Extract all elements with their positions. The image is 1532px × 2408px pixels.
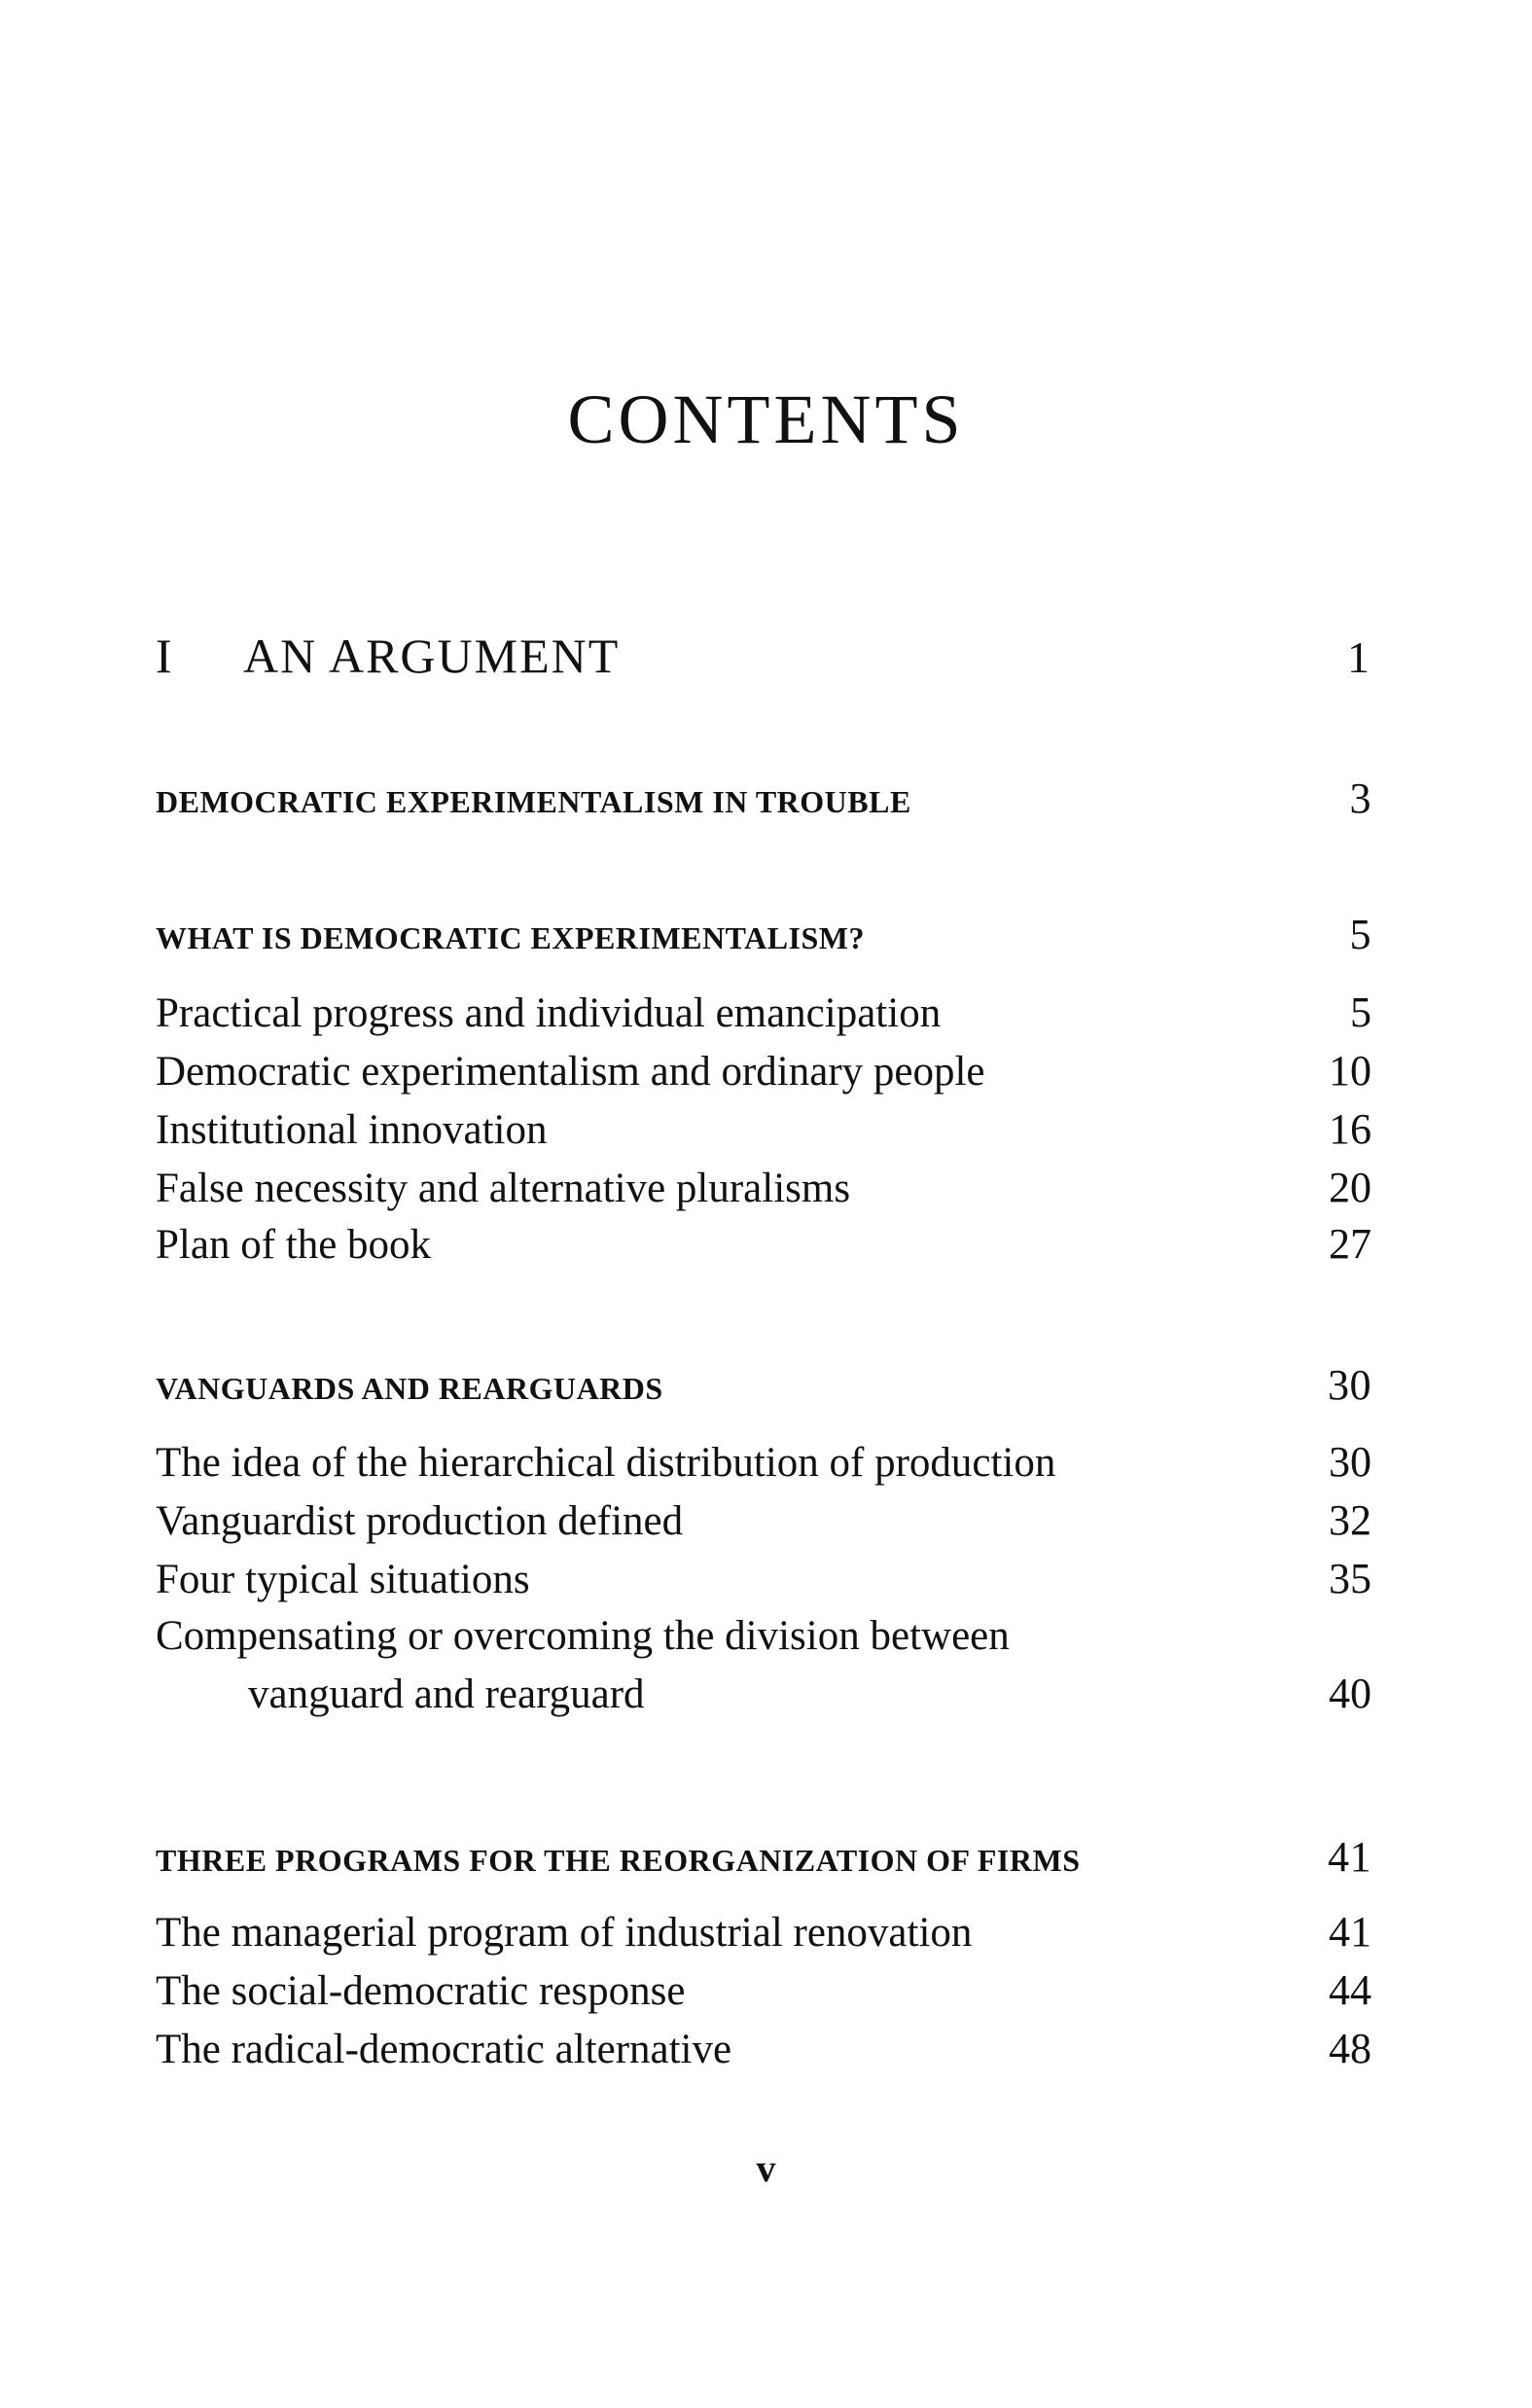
- toc-entry-page: 5: [1350, 988, 1372, 1036]
- toc-entry-title: The radical-democratic alternative: [156, 2027, 732, 2072]
- toc-entry-row[interactable]: [156, 1163, 1372, 1212]
- toc-entry-title: Vanguardist production defined: [156, 1498, 684, 1544]
- toc-entry-row[interactable]: [156, 1907, 1372, 1957]
- toc-entry-title: The social-democratic response: [156, 1968, 686, 2014]
- page-folio: v: [756, 2146, 776, 2190]
- toc-entry-page: 27: [1329, 1220, 1372, 1268]
- toc-section-row[interactable]: [156, 1360, 1372, 1410]
- toc-entry-page: 44: [1329, 1966, 1372, 2014]
- toc-entry-title: Institutional innovation: [156, 1107, 548, 1153]
- toc-entry-row[interactable]: [156, 1495, 1372, 1545]
- page-title: CONTENTS: [567, 380, 965, 458]
- toc-entry-title-line1[interactable]: Compensating or overcoming the division between: [156, 1613, 1010, 1659]
- toc-part-row[interactable]: [156, 628, 1372, 684]
- toc-entry-title: False necessity and alternative pluralisms: [156, 1166, 851, 1211]
- toc-entry-page: 35: [1329, 1555, 1372, 1602]
- toc-entry-row[interactable]: [156, 1219, 1372, 1269]
- toc-part-page: 1: [1347, 632, 1372, 682]
- toc-entry-row[interactable]: [156, 1104, 1372, 1154]
- toc-section-title: WHAT IS DEMOCRATIC EXPERIMENTALISM?: [156, 920, 865, 955]
- toc-entry-page: 41: [1329, 1908, 1372, 1956]
- toc-section-row[interactable]: [156, 773, 1372, 823]
- toc-entry-row[interactable]: [156, 1554, 1372, 1603]
- toc-entry-page: 48: [1329, 2025, 1372, 2072]
- toc-entry-page: 16: [1329, 1105, 1372, 1153]
- toc-section-page: 3: [1349, 774, 1372, 822]
- toc-entry-row[interactable]: [156, 988, 1372, 1037]
- toc-entry-row[interactable]: [156, 1046, 1372, 1096]
- toc-entry-row[interactable]: [156, 1437, 1372, 1487]
- toc-section-title: THREE PROGRAMS FOR THE REORGANIZATION OF FIRMS: [156, 1843, 1081, 1878]
- toc-entry-title: Plan of the book: [156, 1222, 432, 1268]
- toc-section-page: 30: [1328, 1361, 1372, 1409]
- toc-entry-page: 30: [1329, 1438, 1372, 1486]
- toc-entry-title: Four typical situations: [156, 1557, 530, 1602]
- toc-section-title: DEMOCRATIC EXPERIMENTALISM IN TROUBLE: [156, 784, 911, 819]
- toc-entry-title: Democratic experimentalism and ordinary people: [156, 1049, 985, 1095]
- toc-entry-title: Practical progress and individual emancipation: [156, 990, 942, 1036]
- toc-part-label: [156, 628, 620, 684]
- toc-part-roman: I: [156, 629, 174, 683]
- toc-section-page: 41: [1328, 1833, 1372, 1881]
- toc-section-row[interactable]: [156, 910, 1372, 959]
- toc-entry-row[interactable]: [156, 1965, 1372, 2015]
- toc-entry-title: The idea of the hierarchical distribution of production: [156, 1440, 1056, 1486]
- toc-entry-title: The managerial program of industrial renovation: [156, 1910, 973, 1956]
- toc-section-title: VANGUARDS AND REARGUARDS: [156, 1371, 663, 1406]
- toc-section-page: 5: [1349, 911, 1372, 958]
- toc-entry-row[interactable]: [156, 2024, 1372, 2073]
- toc-entry-title-continuation: vanguard and rearguard: [248, 1671, 645, 1717]
- toc-entry-page: 20: [1329, 1164, 1372, 1211]
- toc-part-title: AN ARGUMENT: [243, 629, 621, 683]
- toc-entry-page: 40: [1329, 1670, 1372, 1717]
- toc-section-row[interactable]: [156, 1832, 1372, 1882]
- toc-entry-page: 32: [1329, 1496, 1372, 1544]
- toc-entry-row[interactable]: [156, 1669, 1372, 1718]
- toc-entry-page: 10: [1329, 1047, 1372, 1095]
